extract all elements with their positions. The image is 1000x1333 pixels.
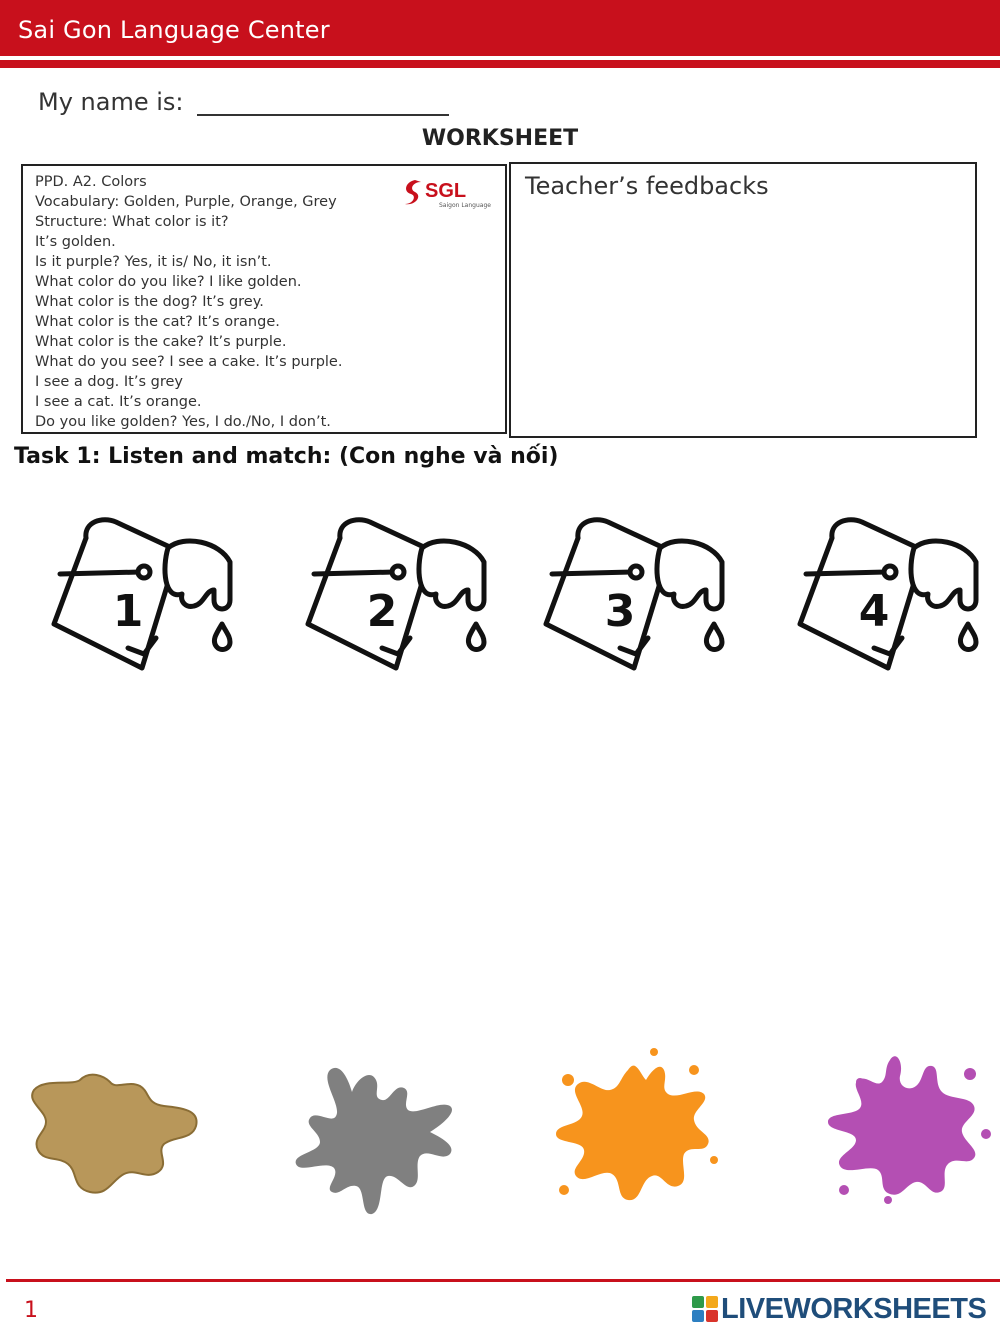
splash-purple[interactable] [820,1040,1000,1220]
center-name: Sai Gon Language Center [18,16,330,44]
lesson-line: Is it purple? Yes, it is/ No, it isn’t. [35,254,272,270]
lesson-line: What color is the dog? It’s grey. [35,294,264,310]
paint-bucket-icon [536,508,726,678]
paint-bucket-4[interactable] [790,508,980,678]
splash-golden[interactable] [24,1040,204,1220]
name-label: My name is: [38,88,184,116]
paint-bucket-icon [298,508,488,678]
lesson-line: What color is the cat? It’s orange. [35,314,280,330]
page-number: 1 [24,1298,38,1323]
paint-bucket-3[interactable] [536,508,726,678]
lesson-line: What color is the cake? It’s purple. [35,334,287,350]
paint-splash-icon [24,1040,204,1220]
feedback-label: Teacher’s feedbacks [525,172,769,200]
brand-text: LIVEWORKSHEETS [721,1292,987,1325]
paint-splash-icon [544,1040,724,1220]
liveworksheets-icon [692,1296,718,1322]
logo-subtext: Saigon Language [439,202,491,209]
sgl-logo [401,176,499,210]
lesson-line: Structure: What color is it? [35,214,229,230]
lesson-line: Do you like golden? Yes, I do./No, I don’t. [35,414,331,430]
lesson-lines [35,172,342,432]
name-field [38,88,449,116]
bucket-number: 3 [604,586,636,637]
lesson-line: PPD. A2. Colors [35,174,147,190]
bucket-number: 2 [366,586,398,637]
lesson-line: It’s golden. [35,234,116,250]
task1-title: Task 1: Listen and match: (Con nghe và nối) [14,444,559,469]
lesson-box [21,164,507,434]
worksheet-title: WORKSHEET [421,126,579,151]
lesson-line: Vocabulary: Golden, Purple, Orange, Grey [35,194,337,210]
splash-orange[interactable] [544,1040,724,1220]
paint-bucket-1[interactable] [44,508,234,678]
splash-grey[interactable] [290,1040,470,1220]
header-divider [0,60,1000,68]
lesson-line: I see a dog. It’s grey [35,374,183,390]
name-blank[interactable] [197,88,449,116]
lesson-line: What do you see? I see a cake. It’s purple. [35,354,343,370]
bucket-number: 1 [112,586,144,637]
header-bar [0,0,1000,56]
liveworksheets-logo [692,1292,986,1326]
paint-splash-icon [820,1040,1000,1220]
paint-bucket-icon [44,508,234,678]
feedback-box[interactable] [509,162,977,438]
bucket-number: 4 [858,586,890,637]
paint-splash-icon [290,1040,470,1220]
lesson-line: I see a cat. It’s orange. [35,394,202,410]
lesson-line: What color do you like? I like golden. [35,274,302,290]
paint-bucket-icon [790,508,980,678]
footer-divider [6,1279,1000,1282]
logo-text: SGL [425,180,467,202]
paint-bucket-2[interactable] [298,508,488,678]
